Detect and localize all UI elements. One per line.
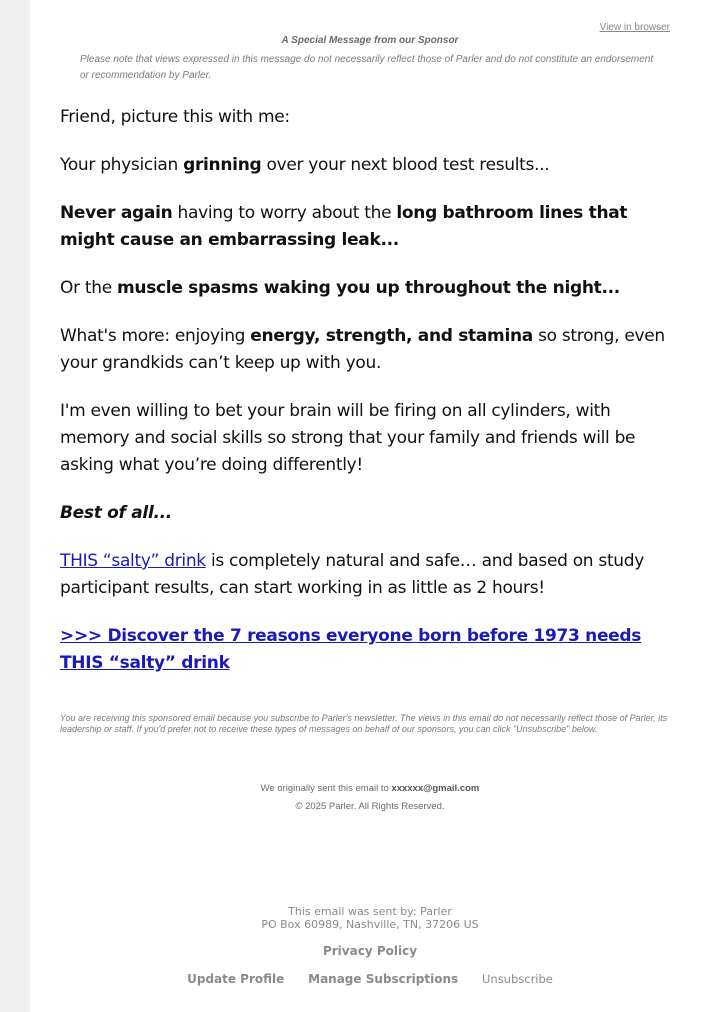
paragraph-bathroom: Never again having to worry about the long bathroom lines that might cause an embarrassing leak... <box>60 203 628 250</box>
email-body <box>60 104 675 698</box>
paragraph-physician: Your physician grinning over your next blood test results... <box>60 155 550 175</box>
sponsor-heading: A Special Message from our Sponsor <box>281 35 459 46</box>
email-container <box>30 0 710 1012</box>
view-in-browser-link[interactable]: View in browser <box>599 22 670 33</box>
paragraph-cta <box>60 623 675 677</box>
salty-drink-link[interactable]: THIS “salty” drink <box>60 551 206 571</box>
unsubscribe-link[interactable]: Unsubscribe <box>481 972 553 986</box>
paragraph-salty-drink: THIS “salty” drink is completely natural and safe… and based on study participant results, can start working in as little as 2 hours! <box>60 551 645 598</box>
manage-subscriptions-link[interactable]: Manage Subscriptions <box>308 972 459 986</box>
paragraph-brain: I'm even willing to bet your brain will be firing on all cylinders, with memory and social skills so strong that your family and friends will be asking what you’re doing differently! <box>60 401 636 475</box>
sender-line: This email was sent by: Parler <box>288 905 452 918</box>
sent-to-line: We originally sent this email to xxxxxx@gmail.com <box>260 783 480 794</box>
subscription-notice: You are receiving this sponsored email because you subscribe to Parler's newsletter. The views in this email do not necessarily reflect those of Parler, its leadership or staff. If you'd prefer not to receive these types of messages on behalf of our sponsors, you can click "Unsubscribe" below. <box>60 713 668 734</box>
paragraph-intro: Friend, picture this with me: <box>60 107 290 127</box>
copyright: © 2025 Parler. All Rights Reserved. <box>295 801 445 812</box>
paragraph-spasms: Or the muscle spasms waking you up throughout the night... <box>60 278 620 298</box>
recipient-email: xxxxxx@gmail.com <box>391 783 480 794</box>
sender-address: PO Box 60989, Nashville, TN, 37206 US <box>261 918 479 931</box>
privacy-policy-link[interactable]: Privacy Policy <box>322 944 418 958</box>
discover-reasons-link[interactable]: >>> Discover the 7 reasons everyone born before 1973 needs THIS “salty” drink <box>60 626 642 673</box>
paragraph-energy: What's more: enjoying energy, strength, and stamina so strong, even your grandkids can’t keep up with you. <box>60 326 665 373</box>
sender-info <box>30 905 710 931</box>
update-profile-link[interactable]: Update Profile <box>187 972 285 986</box>
sponsor-disclaimer: Please note that views expressed in this message do not necessarily reflect those of Parler and do not constitute an endorsement or recommendation by Parler. <box>80 54 654 81</box>
footer-links <box>30 972 710 986</box>
paragraph-best-of-all: Best of all... <box>60 503 172 523</box>
